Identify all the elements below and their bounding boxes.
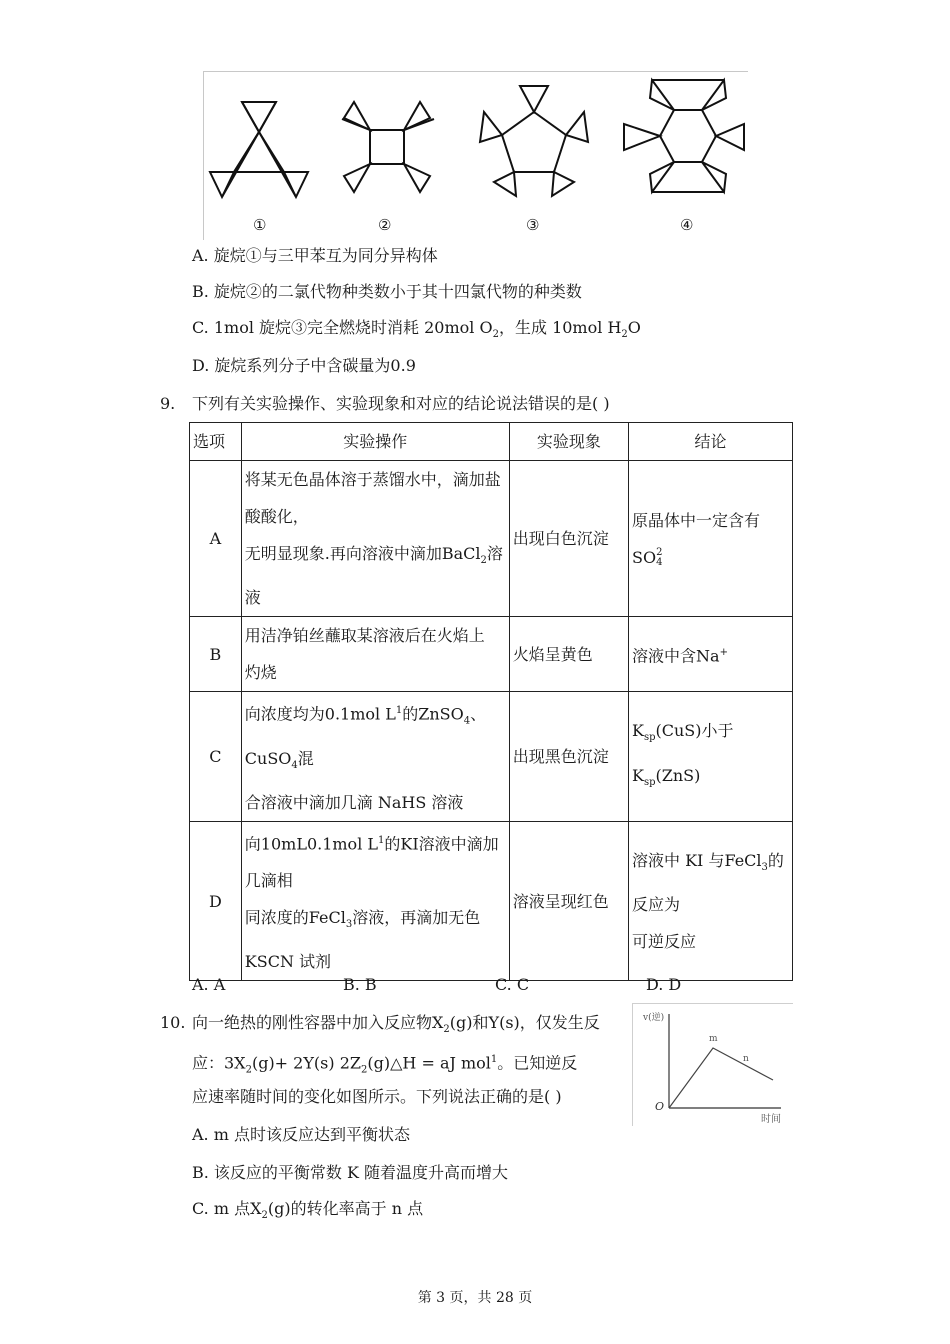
figure-label-4: ④ [680, 216, 694, 234]
table-row [190, 692, 793, 822]
row-phenomenon: 火焰呈黄色 [509, 617, 628, 692]
q9-answer-b: B. B [343, 975, 377, 994]
graph-y-label: v(逆) [643, 1013, 665, 1023]
spiroalkane-structures [204, 72, 748, 240]
structure-1 [210, 102, 308, 197]
q9-number: 9. [160, 394, 176, 413]
row-option: B [190, 617, 242, 692]
figure-label-3: ③ [526, 216, 540, 234]
structure-3 [480, 86, 588, 196]
graph-point-n: n [743, 1054, 749, 1064]
graph-origin: O [655, 1100, 665, 1113]
row-option: C [190, 692, 242, 822]
header-conclusion: 结论 [629, 423, 793, 461]
q10-line2: 应：$3X_2(g)+ 2Y(s)$ $2Z_2(g)\triangle H$ = aJ mol$^1$。已知逆反 [192, 1053, 578, 1076]
row-phenomenon: 溶液呈现红色 [509, 821, 628, 981]
rate-curve [669, 1048, 773, 1108]
figure-label-2: ② [378, 216, 392, 234]
q9-answer-c: C. C [495, 975, 530, 994]
row-phenomenon: 出现白色沉淀 [509, 461, 628, 617]
table-row [190, 461, 793, 617]
table-row [190, 821, 793, 981]
header-phenomenon: 实验现象 [509, 423, 628, 461]
row-conclusion: 原晶体中一定含有 SO2 4 [629, 461, 793, 617]
row-option: A [190, 461, 242, 617]
q10-line1: 向一绝热的刚性容器中加入反应物$X_2(g)$和Y(s)，仅发生反 [192, 1013, 600, 1036]
q9-stem: 下列有关实验操作、实验现象和对应的结论说法错误的是( ) [192, 394, 610, 413]
table-header-row [190, 423, 793, 461]
table-row [190, 617, 793, 692]
q10-option-a: A. m 点时该反应达到平衡状态 [192, 1125, 410, 1144]
q10-option-c: C. m 点$X_2(g)$的转化率高于 n 点 [192, 1199, 424, 1222]
figure-label-1: ① [253, 216, 267, 234]
q9-answer-a: A. A [192, 975, 226, 994]
q10-line3: 应速率随时间的变化如图所示。下列说法正确的是( ) [192, 1087, 562, 1106]
q10-number: 10. [160, 1013, 186, 1032]
header-operation: 实验操作 [241, 423, 509, 461]
graph-point-m: m [709, 1034, 718, 1044]
q8-option-d: D. 旋烷系列分子中含碳量为0.9 [192, 356, 416, 375]
row-operation: 用洁净铂丝蘸取某溶液后在火焰上 灼烧 [241, 617, 509, 692]
graph-x-label: 时间 [761, 1114, 781, 1125]
q8-option-b: B. 旋烷②的二氯代物种类数小于其十四氯代物的种类数 [192, 282, 582, 301]
reverse-rate-graph [632, 1003, 793, 1126]
page-footer: 第 3 页，共 28 页 [417, 1290, 533, 1306]
q8-option-a: A. 旋烷①与三甲苯互为同分异构体 [192, 246, 438, 265]
row-operation: 将某无色晶体溶于蒸馏水中，滴加盐 酸酸化， 无明显现象.再向溶液中滴加BaCl$_2$溶 液 [241, 461, 509, 617]
q10-option-b: B. 该反应的平衡常数 K 随着温度升高而增大 [192, 1163, 509, 1182]
q8-option-c: C. 1mol 旋烷③完全燃烧时消耗 20mol $O_2$，生成 10mol $H_2O$ [192, 318, 641, 341]
row-conclusion: 溶液中 KI 与FeCl$_3$的 反应为 可逆反应 [629, 821, 793, 981]
spiroalkane-figure [203, 71, 748, 240]
structure-4 [624, 80, 744, 192]
header-option: 选项 [190, 423, 242, 461]
row-operation: 向10mL0.1mol $L^1$的KI溶液中滴加 几滴相 同浓度的FeCl$_3$溶液，再滴加无色 KSCN 试剂 [241, 821, 509, 981]
row-operation: 向浓度均为0.1mol $L^1$的ZnSO$_4$、 CuSO$_4$混 合溶液中滴加几滴 NaHS 溶液 [241, 692, 509, 822]
q9-answer-d: D. D [646, 975, 682, 994]
q9-table [189, 422, 793, 981]
row-conclusion: 溶液中含Na+ [629, 617, 793, 692]
row-conclusion: $K_{sp}(CuS)$小于 $K_{sp}(ZnS)$ [629, 692, 793, 822]
row-option: D [190, 821, 242, 981]
row-phenomenon: 出现黑色沉淀 [509, 692, 628, 822]
structure-2 [342, 102, 434, 192]
